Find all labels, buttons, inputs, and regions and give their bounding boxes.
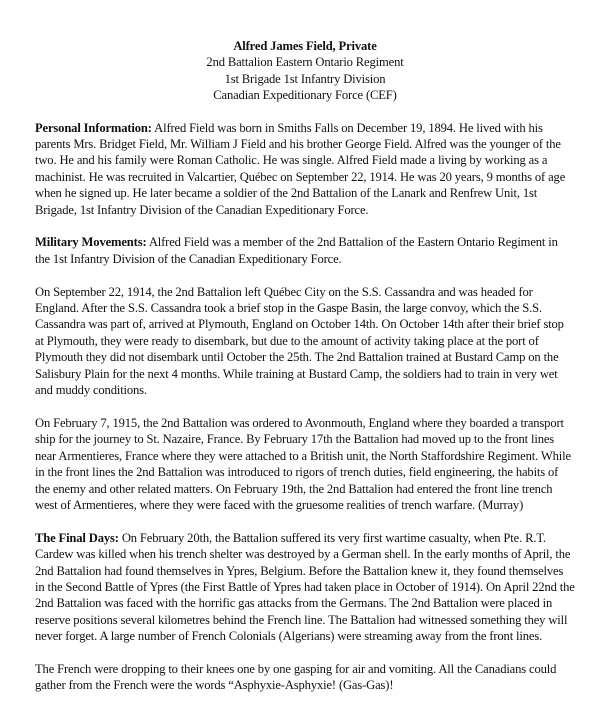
document-header <box>35 38 575 104</box>
final-days-text: On February 20th, the Battalion suffered its very first wartime casualty, when Pte. R.T. Cardew was killed when his trench shelter was destroyed by a German shell. In the early months of April, the 2nd Battalion had found themselves in Ypres, Belgium. Before the Battalion knew it, they found themselves in the Second Battle of Ypres (the First Battle of Ypres had taken place in October of 1914). On April 22nd the 2nd Battalion was faced with the horrific gas attacks from the Germans. The 2nd Battalion were placed in reserve positions several kilometres behind the French line. The Battalion had witnessed something they will never forget. A large number of French Colonials (Algerians) were streaming away from the front lines. <box>35 530 575 644</box>
final-days-heading: The Final Days: <box>35 530 119 545</box>
personal-information-text: Alfred Field was born in Smiths Falls on December 19, 1894. He lived with his parents Mrs. Bridget Field, Mr. William J Field and his brother George Field. Alfred was the younger of the two. He and his family were Roman Catholic. He was single. Alfred Field made a living by working as a machinist. He was recruited in Valcartier, Québec on September 22, 1914. He was 20 years, 9 months of age when he signed up. He later became a soldier of the 2nd Battalion of the Lanark and Renfrew Unit, 1st Brigade, 1st Infantry Division of the Canadian Expeditionary Force. <box>35 120 566 217</box>
final-days-paragraph <box>35 530 575 645</box>
brigade-line: 1st Brigade 1st Infantry Division <box>224 71 386 86</box>
document-title: Alfred James Field, Private <box>233 39 377 53</box>
personal-information-heading: Personal Information: <box>35 120 152 135</box>
military-movements-heading: Military Movements: <box>35 235 147 250</box>
september-1914-paragraph: On September 22, 1914, the 2nd Battalion left Québec City on the S.S. Cassandra and was headed for England. After the S.S. Cassandra took a brief stop in the Gaspe Basin, the large convoy, which the S.S. Cassandra was part of, arrived at Plymouth, England on October 14th. On October 14th after their brief stop at Plymouth, they were ready to disembark, but due to the amount of activity taking place at the port of Plymouth they did not disembark until October the 25th. The 2nd Battalion trained at Bustard Camp on the Salisbury Plain for the next 4 months. While training at Bustard Camp, the soldiers had to train in very wet and muddy conditions. <box>35 284 564 398</box>
military-movements-paragraph <box>35 234 575 267</box>
gas-attack-paragraph: The French were dropping to their knees one by one gasping for air and vomiting. All the Canadians could gather from the French were the words “Asphyxie-Asphyxie! (Gas-Gas)! <box>35 661 557 693</box>
force-line: Canadian Expeditionary Force (CEF) <box>213 88 397 103</box>
military-movements-text: Alfred Field was a member of the 2nd Battalion of the Eastern Ontario Regiment in the 1st Infantry Division of the Canadian Expeditionary Force. <box>35 235 558 266</box>
battalion-line: 2nd Battalion Eastern Ontario Regiment <box>206 55 404 70</box>
personal-information-paragraph <box>35 120 575 218</box>
document-page <box>35 38 575 710</box>
february-1915-paragraph: On February 7, 1915, the 2nd Battalion was ordered to Avonmouth, England where they boarded a transport ship for the journey to St. Nazaire, France. By February 17th the Battalion had moved up to the front lines near Armentieres, France where they were attached to a British unit, the North Staffordshire Regiment. While in the front lines the 2nd Battalion was introduced to rigors of trench duties, field engineering, the habits of the enemy and other related matters. On February 19th, the 2nd Battalion had entered the front line trench west of Armentieres, where they were faced with the gruesome realities of trench warfare. (Murray) <box>35 415 571 512</box>
